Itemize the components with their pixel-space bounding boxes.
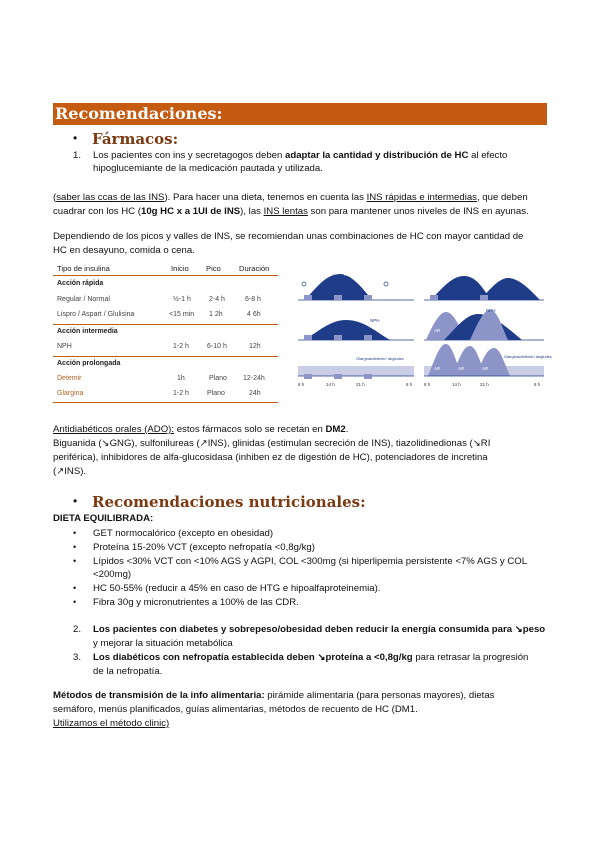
svg-text:NPH: NPH [486,308,496,313]
table-row: Detemir 1h Plano 12-24h [57,375,265,382]
svg-text:8 h: 8 h [534,382,541,387]
document-page: Recomendaciones: • Fármacos: 1. Los pacientes con ins y secretagogos deben adaptar la cantidad y distribución de HC al efecto hipoglucemiante de la medicación pautada y utilizada. (saber las ccas de las INS). Para hacer una dieta, tenemos en cuenta las INS rápidas e intermedias, que deben cuadrar con los HC (10g HC x a 1UI de INS), las INS lentas son para mantener unos niveles de INS en ayunas. Dependiendo de los picos y valles de INS, se recomiendan unas combinaciones de HC con mayor cantidad de HC en desayuno, comida o cena. Tipo de insulina Inicio Pico Duración Acción rápida Regular / Normal ½-1 h 2-4 h 6-8 h Lispro / Aspart / Glulisina <15 min 1 2h 4 6h Acción intermedia NPH 1-2 h 6-10 h 12h Acción prolongada Detemir 1h Plano 12-24h Glargina 1-2 h Plano 24h NPH NPH NPH AR NPH Glargina/detemir/ degludec AR AR AR Glargina/detemir/ degludec 8 h 14 h 21 h 8 h 8 h 14 h 21 h 8 h Antidiabéticos orales (ADO): estos fármacos solo se recetan en DM2. Biguanida (↘GNG), sulfonilureas (↗INS), glinidas (estimulan secreción de INS), tiazolidinedionas (↘RI periférica), inhibidores de alfa-glucosidasa (inhiben ez de digestión de HC), potenciadores de incretina (↗INS). • Recomendaciones nutricionales: DIETA EQUILIBRADA: • GET normocalórico (excepto en obesidad) • Proteína 15-20% VCT (excepto nefropatía <0,8g/kg) • Lípidos <30% VCT con <10% AGS y AGPI, COL <300mg (si hiperlipemia persistente <7% AGS y COL <200mg) • HC 50-55% (reducir a 45% en caso de HTG e hipoalfaproteinemia). • Fibra 30g y micronutrientes a 100% de las CDR. 2. Los pacientes con diabetes y sobrepeso/obesidad deben reducir la energía consumida para ↘peso y mejorar la situación metabólica 3. Los diabéticos con nefropatía establecida deben ↘proteína a <0,8g/kg para retrasar la progresión de la nefropatía. Métodos de transmisión de la info alimentaria: pirámide alimentaria (para personas mayores), dietas semáforo, menús planificados, guías alimentarias, métodos de recuento de HC (DM1. Utilizamos el método clinic) [53,104,553,729]
svg-text:Glargina/detemir/ degludec: Glargina/detemir/ degludec [504,354,553,359]
time-axis [298,382,541,387]
paragraph-ins-line1: (saber las ccas de las INS). Para hacer una dieta, tenemos en cuenta las INS rápidas e intermedias, que deben [53,192,528,203]
link-ins-rapidas[interactable]: INS rápidas e intermedias [366,192,477,203]
ado-line1: Antidiabéticos orales (ADO): estos fármacos solo se recetan en DM2. [53,424,349,435]
panel-ar-npH-2 [424,308,544,340]
svg-text:NPH: NPH [370,318,380,323]
dieta-label: DIETA EQUILIBRADA: [53,513,154,524]
table-row: Regular / Normal ½-1 h 2-4 h 6-8 h [57,296,261,303]
svg-text:AR: AR [434,328,441,333]
ado-line2: Biguanida (↘GNG), sulfonilureas (↗INS), glinidas (estimulan secreción de INS), tiazolidinedionas (↘RI [53,438,491,449]
svg-text:AR: AR [458,366,465,371]
panel-glargina-1 [298,356,414,379]
svg-text:21 h: 21 h [480,382,489,387]
table-row: Lispro / Aspart / Glulisina <15 min 1 2h 4 6h [57,311,261,318]
panel-npH-1 [298,272,414,300]
panel-npH-2 [424,273,544,300]
svg-text:8 h: 8 h [406,382,413,387]
svg-text:AR: AR [434,366,441,371]
svg-text:NPH: NPH [512,273,522,278]
table-row: NPH 1-2 h 6-10 h 12h [57,343,261,350]
farmacos-heading: Fármacos: [92,130,179,148]
svg-text:14 h: 14 h [452,382,461,387]
table-section: Acción intermedia [57,328,118,335]
farmacos-item-1: 1. Los pacientes con ins y secretagogos deben adaptar la cantidad y distribución de HC al efecto hipoglucemiante de la medicación pautada y utilizada. [73,150,508,174]
metodos-line3: Utilizamos el método clinic) [53,718,170,729]
paragraph-ins-line2: cuadrar con los HC (10g HC x a 1UI de INS), las INS lentas son para mantener unos niveles de INS en ayunas. [53,206,529,217]
section-title: Recomendaciones: [55,104,223,123]
paragraph-picos-line2: HC en desayuno, comida o cena. [53,245,195,256]
svg-text:8 h: 8 h [424,382,431,387]
npH-label: NPH [344,272,354,277]
link-ado[interactable]: Antidiabéticos orales (ADO): [53,424,175,435]
ado-line3: periférica), inhibidores de alfa-glucosidasa (inhiben ez de digestión de HC), potenciadores de incretina [53,452,488,463]
svg-text:AR: AR [482,366,489,371]
table-section: Acción prolongada [57,360,121,367]
nutri-item-3: 3. Los diabéticos con nefropatía establecida deben ↘proteína a <0,8g/kg para retrasar la progresión de la nefropatía. [73,652,529,677]
nutri-heading: Recomendaciones nutricionales: [92,493,366,511]
link-ins-lentas[interactable]: INS lentas [263,206,308,217]
nutri-item-2: 2. Los pacientes con diabetes y sobrepeso/obesidad deben reducir la energía consumida para ↘peso y mejorar la situación metabólica [73,624,546,649]
metodos-line2: semáforo, menús planificados, guías alimentarias, métodos de recuento de HC (DM1. [53,704,418,715]
metodos-line1: Métodos de transmisión de la info alimentaria: pirámide alimentaria (para personas mayores), dietas [53,690,495,701]
table-header: Tipo de insulina Inicio Pico Duración [57,264,270,273]
heading-bullet: • [73,131,78,145]
insulin-profile-diagram [294,262,553,400]
section-banner [53,103,547,125]
table-row: Glargina 1-2 h Plano 24h [57,390,261,397]
panel-ar-npH-1 [298,318,414,340]
table-section: Acción rápida [57,280,104,287]
svg-text:8 h: 8 h [298,382,305,387]
panel-glargina-2 [424,344,552,376]
link-ccas-ins[interactable]: saber las ccas de las INS [56,192,165,203]
svg-text:Glargina/detemir/ degludec: Glargina/detemir/ degludec [356,356,405,361]
heading-bullet: • [73,494,78,508]
svg-text:21 h: 21 h [356,382,365,387]
ado-line4: (↗INS). [53,466,87,477]
svg-text:14 h: 14 h [326,382,335,387]
paragraph-picos-line1: Dependiendo de los picos y valles de INS, se recomiendan unas combinaciones de HC con mayor cantidad de [53,231,524,242]
